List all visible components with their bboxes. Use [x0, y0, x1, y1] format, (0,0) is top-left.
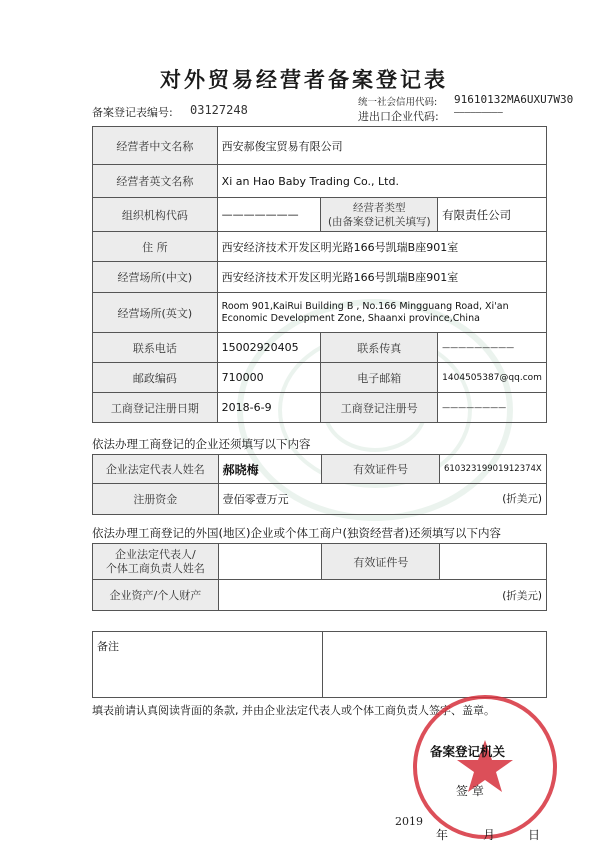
postcode-label: 邮政编码 — [93, 363, 218, 393]
credit-code-label: 统一社会信用代码: — [358, 97, 438, 108]
footer-note: 填表前请认真阅读背面的条款, 并由企业法定代表人或个体工商负责人签字、盖章。 — [92, 704, 495, 717]
premises-cn-label: 经营场所(中文) — [93, 262, 218, 293]
rep-value — [218, 544, 322, 580]
premises-en-label: 经营场所(英文) — [93, 293, 218, 333]
fax-label: 联系传真 — [321, 333, 438, 363]
address-label: 住 所 — [93, 232, 218, 262]
en-name-label: 经营者英文名称 — [93, 165, 218, 198]
authority-label: 备案登记机关 — [430, 744, 506, 759]
assets-label: 企业资产/个人财产 — [93, 580, 219, 611]
legal-rep-label: 企业法定代表人姓名 — [93, 455, 219, 484]
cn-name-label: 经营者中文名称 — [93, 127, 218, 165]
org-code-label: 组织机构代码 — [93, 198, 218, 232]
email-value: 1404505387@qq.com — [438, 363, 547, 393]
address-value: 西安经济技术开发区明光路166号凯瑞B座901室 — [217, 232, 546, 262]
year-label: 年 — [436, 828, 449, 842]
capital-cell — [218, 484, 546, 515]
form-title: 对外贸易经营者备案登记表 — [160, 68, 448, 92]
legal-rep-value: 郝晓梅 — [218, 455, 322, 484]
sign-year-value: 2019 — [395, 815, 423, 828]
biz-reg-date-value: 2018-6-9 — [217, 393, 321, 423]
section2-heading: 依法办理工商登记的外国(地区)企业或个体工商户(独资经营者)还须填写以下内容 — [92, 526, 501, 540]
type-value: 有限责任公司 — [438, 198, 547, 232]
capital-usd-note: (折美元) — [502, 493, 542, 505]
email-label: 电子邮箱 — [321, 363, 438, 393]
biz-reg-date-label: 工商登记注册日期 — [93, 393, 218, 423]
day-label: 日 — [528, 828, 541, 842]
reg-no-value: 03127248 — [190, 103, 248, 117]
phone-label: 联系电话 — [93, 333, 218, 363]
fax-value: ————————— — [438, 333, 547, 363]
section1-heading: 依法办理工商登记的企业还须填写以下内容 — [92, 437, 311, 451]
type-label — [321, 198, 438, 232]
premises-en-value: Room 901,KaiRui Building B , No.166 Mingguang Road, Xi'an Economic Development Zone, Shaanxi province,China — [217, 293, 546, 333]
org-code-value: ——————— — [217, 198, 321, 232]
remarks-table — [92, 631, 547, 698]
id-value: 61032319901912374X — [439, 455, 546, 484]
section1-table — [92, 454, 547, 515]
capital-label: 注册资金 — [93, 484, 219, 515]
assets-cell — [218, 580, 546, 611]
en-name-value: Xi an Hao Baby Trading Co., Ltd. — [217, 165, 546, 198]
rep-label-line2: 个体工商负责人姓名 — [105, 561, 205, 575]
capital-value: 壹佰零壹万元 — [222, 493, 289, 506]
reg-no-label: 备案登记表编号: — [92, 106, 173, 119]
biz-reg-no-value: ———————— — [438, 393, 547, 423]
rep-label-line1: 企业法定代表人/ — [115, 547, 196, 561]
s2-id-label: 有效证件号 — [322, 544, 440, 580]
s2-id-value — [440, 544, 547, 580]
premises-cn-value: 西安经济技术开发区明光路166号凯瑞B座901室 — [217, 262, 546, 293]
ie-code-label: 进出口企业代码: — [358, 110, 439, 123]
official-seal-icon — [410, 692, 560, 842]
cn-name-value: 西安郝俊宝贸易有限公司 — [217, 127, 546, 165]
credit-code-value: 91610132MA6UXU7W30 — [454, 93, 574, 106]
type-label-line2: (由备案登记机关填写) — [327, 215, 431, 228]
phone-value: 15002920405 — [217, 333, 321, 363]
assets-usd-note: (折美元) — [502, 589, 542, 602]
type-label-line1: 经营者类型 — [353, 201, 406, 214]
id-label: 有效证件号 — [322, 455, 440, 484]
main-info-table — [92, 126, 547, 423]
section2-table — [92, 543, 547, 611]
remarks-label: 备注 — [93, 632, 323, 698]
remarks-value — [322, 632, 547, 698]
ie-code-value: ————————— — [454, 108, 503, 118]
seal-word: 签 章 — [456, 784, 484, 798]
month-label: 月 — [483, 828, 496, 842]
biz-reg-no-label: 工商登记注册号 — [321, 393, 438, 423]
postcode-value: 710000 — [217, 363, 321, 393]
rep-label — [93, 544, 219, 580]
